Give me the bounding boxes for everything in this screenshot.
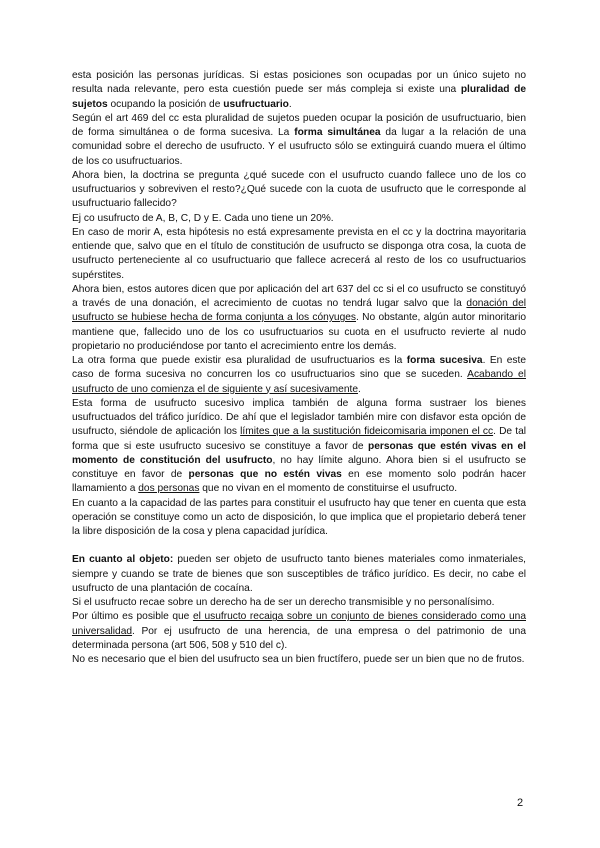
text-run: . No obstante, algún autor minoritario mantiene que, fallecido uno de los co usufructuarios su cuota en el usufructo revierte al nudo propietario no produciéndose por tanto el acrecimiento entre los demás. bbox=[72, 312, 526, 352]
text-run: En caso de morir A, esta hipótesis no está expresamente prevista en el cc y la doctrina mayoritaria entiende que, salvo que en el título de constitución de usufructo se disponga otra cosa, la cuota de usufructo perteneciente al co usufructuario que fallece acrecerá al resto de los co usufructuarios supérstites. bbox=[72, 226, 526, 281]
paragraph bbox=[72, 226, 526, 283]
text-run: , no hay límite alguno. Ahora bien si el usufructo se constituye en favor de bbox=[72, 454, 526, 480]
text-run: . Por ej usufructo de una herencia, de una empresa o del patrimonio de una determinada persona (art 506, 508 y 510 del c). bbox=[72, 625, 526, 651]
underlined-text: el usufructo recaiga sobre un conjunto de bienes considerado como una universalidad bbox=[72, 611, 526, 637]
text-run: Por último es posible que bbox=[72, 611, 193, 623]
text-run: que no vivan en el momento de constituirse el usufructo. bbox=[199, 483, 458, 495]
paragraph bbox=[72, 169, 526, 212]
bold-text: usufructuario bbox=[223, 98, 289, 110]
bold-text: personas que no estén vivas bbox=[188, 469, 342, 480]
paragraph bbox=[72, 69, 526, 112]
paragraph bbox=[72, 212, 526, 226]
text-run: en ese momento solo podrán hacer llamamiento a bbox=[72, 469, 526, 495]
text-run: Según el art 469 del cc esta pluralidad de sujetos pueden ocupar la posición de usufructuario, bien de forma simultánea o de forma sucesiva. La bbox=[72, 112, 526, 138]
text-run: esta posición las personas jurídicas. Si estas posiciones son ocupadas por un único sujeto no resulta nada relevante, pero esta cuestión puede ser más compleja si existe una bbox=[72, 70, 526, 96]
paragraph bbox=[72, 497, 526, 540]
underlined-text: límites que a la sustitución fideicomisaria imponen el cc bbox=[240, 426, 494, 438]
paragraph bbox=[72, 653, 526, 667]
text-run: ocupando la posición de bbox=[107, 98, 224, 110]
text-run: Ej co usufructo de A, B, C, D y E. Cada uno tiene un 20%. bbox=[72, 212, 334, 224]
text-run: Ahora bien, estos autores dicen que por aplicación del art 637 del cc si el co usufructo se constituyó a través de una donación, el acrecimiento de cuotas no tendrá lugar salvo que la bbox=[72, 283, 526, 309]
text-run: Ahora bien, la doctrina se pregunta ¿qué sucede con el usufructo cuando fallece uno de los co usufructuarios y sobreviven el resto?¿Qué sucede con la cuota de usufructo que le corresponde al usufructuario fallecido? bbox=[72, 169, 526, 210]
paragraph bbox=[72, 354, 526, 397]
bold-text: forma sucesiva bbox=[406, 355, 483, 366]
underlined-text: Acabando el usufructo de uno comienza el de siguiente y así sucesivamente bbox=[72, 369, 526, 395]
text-run: . bbox=[357, 383, 361, 395]
text-run: En cuanto a la capacidad de las partes para constituir el usufructo hay que tener en cuenta que esta operación se constituye como un acto de disposición, lo que implica que el propietario deberá tener la libre disposición de la cosa y plena capacidad jurídica. bbox=[72, 497, 526, 537]
paragraph bbox=[72, 397, 526, 497]
text-run: No es necesario que el bien del usufructo sea un bien fructífero, puede ser un bien que no de frutos. bbox=[72, 654, 525, 665]
bold-text: forma simultánea bbox=[294, 127, 381, 138]
text-run: . bbox=[288, 98, 292, 110]
underlined-text: dos personas bbox=[138, 483, 200, 495]
text-run: . En este caso de forma sucesiva no concurren los co usufructuarios sino que se suceden. bbox=[72, 355, 526, 381]
paragraph bbox=[72, 596, 526, 610]
bold-text: En cuanto al objeto: bbox=[72, 554, 174, 566]
paragraph bbox=[72, 112, 526, 169]
bold-text: personas que estén vivas en el momento de constitución del usufructo bbox=[72, 440, 526, 466]
paragraph bbox=[72, 283, 526, 354]
text-run: La otra forma que puede existir esa pluralidad de usufructuarios es la bbox=[72, 355, 407, 366]
paragraph-spacer bbox=[72, 539, 526, 553]
document-body bbox=[72, 69, 526, 667]
page-number: 2 bbox=[517, 797, 524, 809]
bold-text: pluralidad de sujetos bbox=[72, 84, 526, 110]
text-run: Esta forma de usufructo sucesivo implica también de alguna forma sustraer los bienes usufructuados del tráfico jurídico. De ahí que el legislador también mire con disfavor esta opción de usufructo, siéndole de aplicación los bbox=[72, 397, 526, 438]
paragraph bbox=[72, 553, 526, 596]
text-run: da lugar a la relación de una comunidad sobre el derecho de usufructo. Y el usufructo sólo se extinguirá cuando muera el último de los co usufructuarios. bbox=[72, 127, 527, 167]
underlined-text: donación del usufructo se hubiese hecha de forma conjunta a los cónyuges bbox=[72, 298, 527, 324]
paragraph bbox=[72, 610, 526, 653]
text-run: Si el usufructo recae sobre un derecho ha de ser un derecho transmisible y no personalísimo. bbox=[72, 597, 495, 608]
text-run: pueden ser objeto de usufructo tanto bienes materiales como inmateriales, siempre y cuando se trate de bienes que son susceptibles de tráfico jurídico. Es decir, no cabe el usufructo de una plantación de cocaína. bbox=[72, 554, 526, 594]
text-run: . De tal forma que si este usufructo sucesivo se constituye a favor de bbox=[72, 426, 527, 452]
